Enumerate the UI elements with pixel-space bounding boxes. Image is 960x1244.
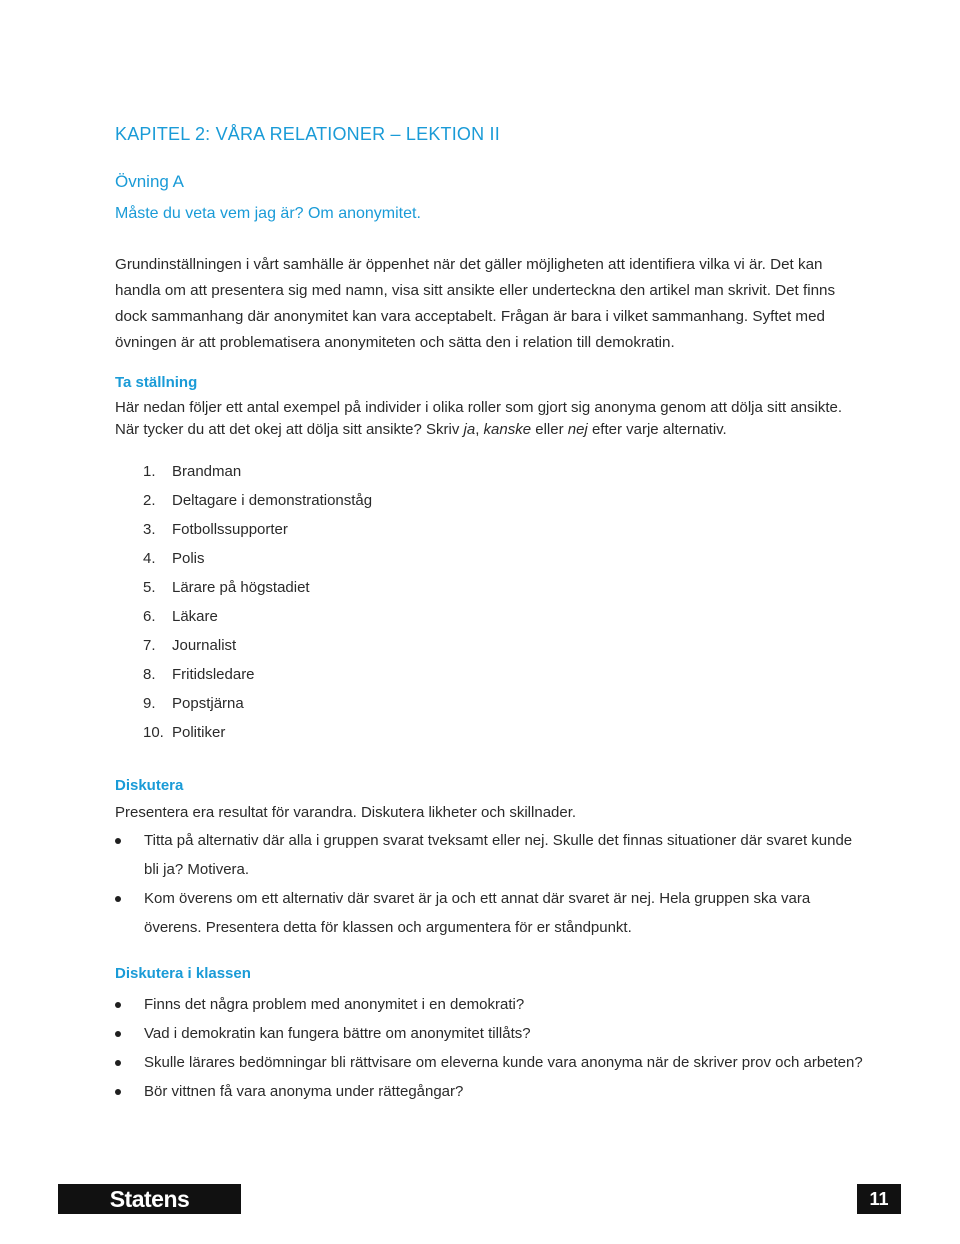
bullet-text: Kom överens om ett alternativ där svaret är ja och ett annat där svaret är nej. Hela gruppen ska vara överens. Presentera detta för klassen och argumentera för er ståndpunkt. bbox=[144, 890, 811, 936]
list-item bbox=[143, 663, 372, 692]
list-item bbox=[143, 489, 372, 518]
item-number: 9. bbox=[143, 695, 156, 712]
bullet-icon bbox=[115, 896, 121, 902]
ta-text-end: efter varje alternativ. bbox=[587, 421, 727, 438]
bullet-icon bbox=[115, 1002, 121, 1008]
list-item bbox=[143, 547, 372, 576]
bullet-text: Skulle lärares bedömningar bli rättvisare om eleverna kunde vara anonyma när de skriver prov och arbeten? bbox=[144, 1054, 863, 1071]
bullet-text: Titta på alternativ där alla i gruppen svarat tveksamt eller nej. Skulle det finnas situationer där svaret kunde bli ja? Motivera. bbox=[144, 832, 853, 878]
item-label: Polis bbox=[172, 550, 205, 567]
list-item bbox=[115, 1077, 865, 1106]
list-item bbox=[143, 518, 372, 547]
bullet-icon bbox=[115, 1031, 121, 1037]
item-label: Fritidsledare bbox=[172, 666, 255, 683]
exercise-title: Övning A bbox=[115, 172, 184, 191]
diskutera-heading: Diskutera bbox=[115, 777, 184, 794]
roles-list bbox=[143, 460, 372, 750]
diskutera-bullets bbox=[115, 826, 865, 942]
item-label: Deltagare i demonstrationståg bbox=[172, 492, 373, 509]
option-ja: ja bbox=[463, 421, 476, 438]
item-label: Brandman bbox=[172, 463, 242, 480]
diskutera-klassen-bullets bbox=[115, 990, 865, 1106]
item-label: Läkare bbox=[172, 608, 218, 625]
list-item bbox=[115, 990, 865, 1019]
bullet-text: Vad i demokratin kan fungera bättre om anonymitet tillåts? bbox=[144, 1025, 531, 1042]
bullet-text: Bör vittnen få vara anonyma under rättegångar? bbox=[144, 1083, 464, 1100]
ta-stallning-text bbox=[115, 397, 860, 441]
bullet-icon bbox=[115, 838, 121, 844]
item-number: 1. bbox=[143, 463, 156, 480]
option-nej: nej bbox=[567, 421, 588, 438]
exercise-subtitle: Måste du veta vem jag är? Om anonymitet. bbox=[115, 205, 421, 222]
list-item bbox=[115, 826, 865, 884]
diskutera-intro: Presentera era resultat för varandra. Diskutera likheter och skillnader. bbox=[115, 804, 577, 821]
bullet-icon bbox=[115, 1089, 121, 1095]
item-number: 4. bbox=[143, 550, 156, 567]
item-label: Politiker bbox=[172, 724, 226, 741]
item-number: 5. bbox=[143, 579, 156, 596]
ta-text-eller: eller bbox=[531, 421, 568, 438]
item-number: 10. bbox=[143, 724, 164, 741]
intro-paragraph: Grundinställningen i vårt samhälle är öppenhet när det gäller möjligheten att identifiera vilka vi är. Det kan handla om att presentera sig med namn, visa sitt ansikte eller underteckna den artikel man skrivit. Det finns dock sammanhang där anonymitet kan vara acceptabelt. Frågan är bara i vilket sammanhang. Syftet med övningen är att problematisera anonymiteten och sätta den i relation till demokratin. bbox=[115, 256, 836, 351]
item-number: 7. bbox=[143, 637, 156, 654]
ta-text-sep: , bbox=[475, 421, 484, 438]
list-item bbox=[115, 1048, 865, 1077]
item-number: 6. bbox=[143, 608, 156, 625]
ta-text-part1: Här nedan följer ett antal exempel på individer i olika roller som gjort sig anonyma genom att dölja sitt ansikte. När tycker du att det okej att dölja sitt ansikte? Skriv bbox=[115, 399, 843, 438]
item-label: Journalist bbox=[172, 637, 237, 654]
publisher-logo: Statens medieråd bbox=[58, 1184, 241, 1214]
page-number: 11 bbox=[857, 1184, 901, 1214]
chapter-title: KAPITEL 2: VÅRA RELATIONER – LEKTION II bbox=[115, 124, 500, 144]
list-item bbox=[143, 576, 372, 605]
list-item bbox=[115, 884, 865, 942]
list-item bbox=[143, 460, 372, 489]
item-label: Fotbollssupporter bbox=[172, 521, 288, 538]
option-kanske: kanske bbox=[483, 421, 532, 438]
item-number: 2. bbox=[143, 492, 156, 509]
list-item bbox=[143, 634, 372, 663]
item-number: 3. bbox=[143, 521, 156, 538]
list-item bbox=[115, 1019, 865, 1048]
list-item bbox=[143, 721, 372, 750]
item-label: Lärare på högstadiet bbox=[172, 579, 310, 596]
list-item bbox=[143, 605, 372, 634]
ta-stallning-heading: Ta ställning bbox=[115, 374, 198, 391]
item-number: 8. bbox=[143, 666, 156, 683]
diskutera-klassen-heading: Diskutera i klassen bbox=[115, 965, 251, 982]
list-item bbox=[143, 692, 372, 721]
item-label: Popstjärna bbox=[172, 695, 244, 712]
bullet-text: Finns det några problem med anonymitet i en demokrati? bbox=[144, 996, 525, 1013]
bullet-icon bbox=[115, 1060, 121, 1066]
